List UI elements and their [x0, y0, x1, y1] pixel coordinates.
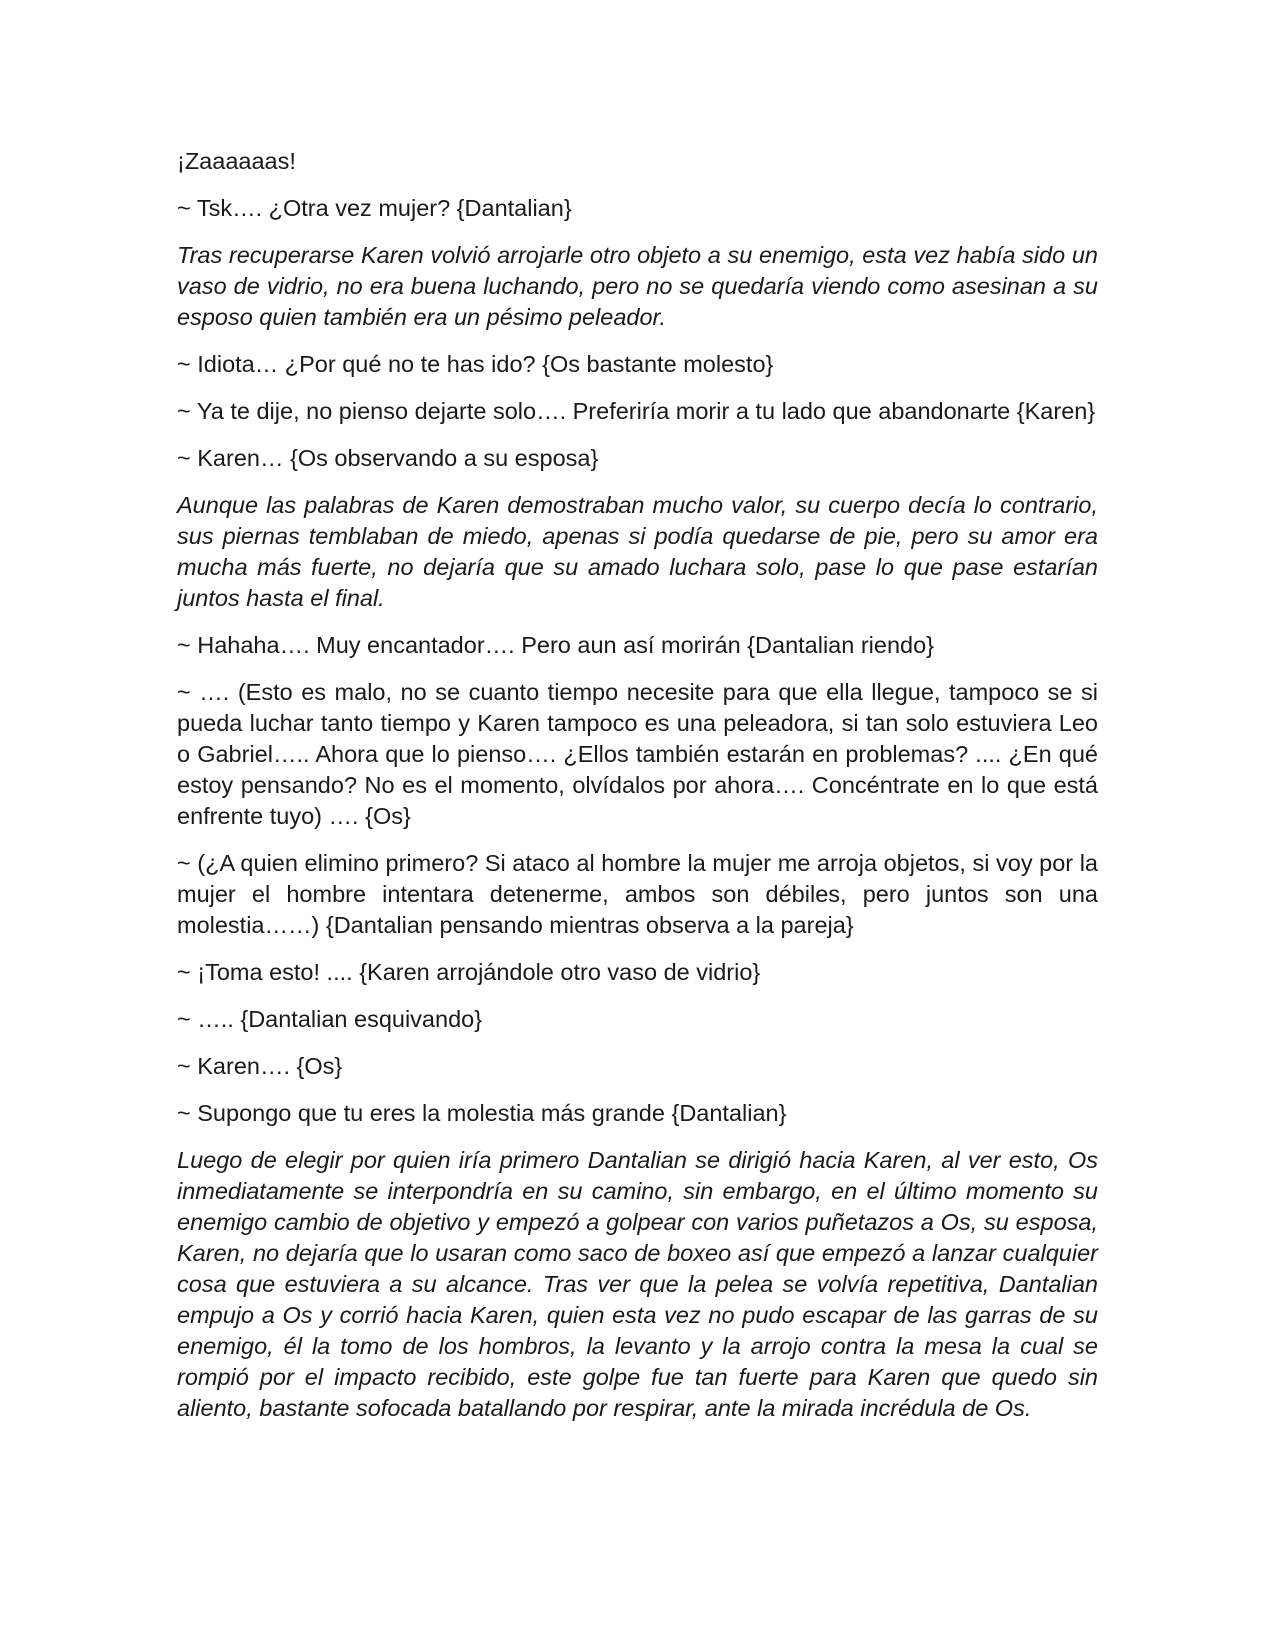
dialogue-line: ~ ….. {Dantalian esquivando} [177, 1006, 483, 1032]
paragraph: ¡Zaaaaaas! [177, 148, 296, 174]
narration-paragraph: Luego de elegir por quien iría primero Dantalian se dirigió hacia Karen, al ver esto, Os inmediatamente se interpondría en su camino, sin embargo, en el último momento su enemigo cambio de objetivo y empezó a golpear con varios puñetazos a Os, su esposa, Karen, no dejaría que lo usaran como saco de boxeo así que empezó a lanzar cualquier cosa que estuviera a su alcance. Tras ver que la pelea se volvía repetitiva, Dantalian empujo a Os y corrió hacia Karen, quien esta vez no pudo escapar de las garras de su enemigo, él la tomo de los hombros, la levanto y la arrojo contra la mesa la cual se rompió por el impacto recibido, este golpe fue tan fuerte para Karen que quedo sin aliento, bastante sofocada batallando por respirar, ante la mirada incrédula de Os. [177, 1147, 1098, 1421]
dialogue-line: ~ Karen…. {Os} [177, 1053, 343, 1079]
dialogue-line: ~ …. (Esto es malo, no se cuanto tiempo necesite para que ella llegue, tampoco se si pueda luchar tanto tiempo y Karen tampoco es una peleadora, si tan solo estuviera Leo o Gabriel….. Ahora que lo pienso…. ¿Ellos también estarán en problemas? .... ¿En qué estoy pensando? No es el momento, olvídalos por ahora…. Concéntrate en lo que está enfrente tuyo) …. {Os} [177, 679, 1098, 829]
dialogue-line: ~ Idiota… ¿Por qué no te has ido? {Os bastante molesto} [177, 351, 774, 377]
dialogue-line: ~ Supongo que tu eres la molestia más grande {Dantalian} [177, 1100, 787, 1126]
dialogue-line: ~ Hahaha…. Muy encantador…. Pero aun así morirán {Dantalian riendo} [177, 632, 935, 658]
document-page [177, 146, 1098, 1440]
dialogue-line: ~ (¿A quien elimino primero? Si ataco al hombre la mujer me arroja objetos, si voy por la mujer el hombre intentara detenerme, ambos son débiles, pero juntos son una molestia……) {Dantalian pensando mientras observa a la pareja} [177, 850, 1098, 938]
narration-paragraph: Tras recuperarse Karen volvió arrojarle otro objeto a su enemigo, esta vez había sido un vaso de vidrio, no era buena luchando, pero no se quedaría viendo como asesinan a su esposo quien también era un pésimo peleador. [177, 242, 1098, 330]
narration-paragraph: Aunque las palabras de Karen demostraban mucho valor, su cuerpo decía lo contrario, sus piernas temblaban de miedo, apenas si podía quedarse de pie, pero su amor era mucha más fuerte, no dejaría que su amado luchara solo, pase lo que pase estarían juntos hasta el final. [177, 492, 1098, 611]
dialogue-line: ~ Karen… {Os observando a su esposa} [177, 445, 599, 471]
dialogue-line: ~ ¡Toma esto! .... {Karen arrojándole otro vaso de vidrio} [177, 959, 761, 985]
dialogue-line: ~ Ya te dije, no pienso dejarte solo…. Preferiría morir a tu lado que abandonarte {Karen} [177, 398, 1096, 424]
dialogue-line: ~ Tsk…. ¿Otra vez mujer? {Dantalian} [177, 195, 572, 221]
